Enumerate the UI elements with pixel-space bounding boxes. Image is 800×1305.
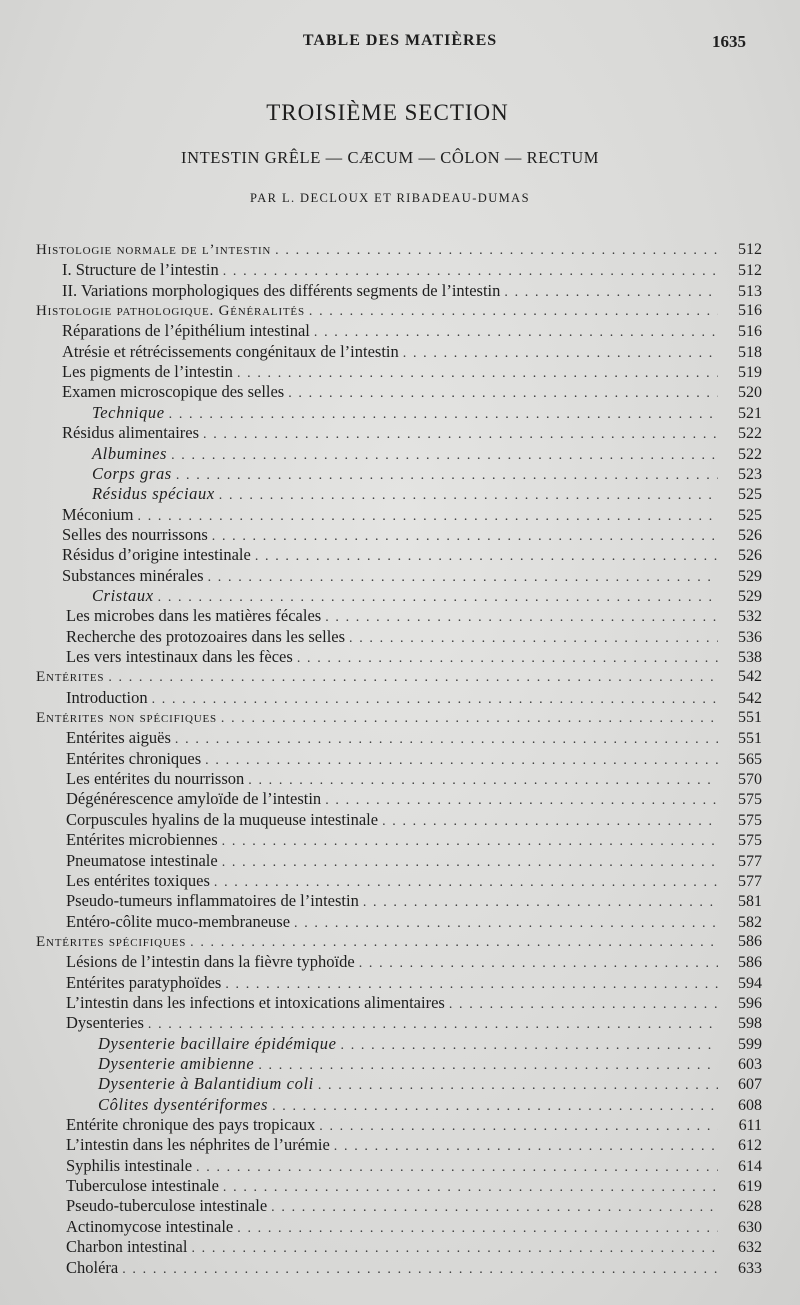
toc-entry: [66, 851, 762, 871]
toc-entry: [62, 342, 762, 362]
toc-entry-label: Les microbes dans les matières fécales: [66, 606, 322, 626]
toc-entry-page: 575: [738, 791, 762, 809]
toc-entry: [62, 505, 762, 525]
toc-entry-page: 633: [738, 1259, 762, 1277]
toc-entry-page: 522: [738, 445, 762, 463]
toc-entry-page: 594: [738, 974, 762, 992]
toc-leader-dots: [272, 1097, 718, 1117]
toc-entry-label: Lésions de l’intestin dans la fièvre typhoïde: [66, 952, 355, 972]
toc-entry-label: Atrésie et rétrécissements congénitaux de l’intestin: [62, 341, 399, 361]
toc-leader-dots: [108, 668, 718, 688]
toc-leader-dots: [169, 405, 718, 425]
toc-entry-page: 526: [738, 547, 762, 565]
toc-entry-label: Entérites chroniques: [66, 748, 202, 768]
toc-leader-dots: [152, 690, 718, 710]
toc-leader-dots: [148, 1015, 718, 1035]
toc-entry-label: Entérites aiguës: [66, 728, 171, 748]
toc-entry: [66, 647, 762, 667]
toc-leader-dots: [221, 709, 718, 729]
toc-entry: [36, 301, 762, 321]
toc-leader-dots: [122, 1260, 718, 1280]
toc-entry: [66, 627, 762, 647]
toc-entry-page: 586: [738, 954, 762, 972]
toc-leader-dots: [334, 1137, 718, 1157]
toc-entry-page: 565: [738, 750, 762, 768]
toc-leader-dots: [190, 933, 718, 953]
toc-leader-dots: [176, 466, 718, 486]
toc-entry-label: Pseudo-tumeurs inflammatoires de l’intestin: [66, 891, 359, 911]
toc-leader-dots: [403, 344, 718, 364]
toc-leader-dots: [255, 547, 718, 567]
toc-leader-dots: [363, 893, 718, 913]
toc-entry-label: Recherche des protozoaires dans les selles: [66, 626, 346, 646]
toc-entry: [66, 1237, 762, 1257]
toc-entry: [66, 1115, 762, 1135]
toc-leader-dots: [208, 568, 718, 588]
toc-entry-label: Albumines: [92, 443, 168, 463]
toc-entry-page: 523: [738, 465, 762, 483]
toc-entry: [62, 362, 762, 382]
toc-entry: [66, 1156, 762, 1176]
toc-entry-page: 512: [738, 262, 762, 280]
toc-leader-dots: [349, 629, 718, 649]
running-header-title: TABLE DES MATIÈRES: [302, 32, 498, 49]
toc-entry-label: Entérites: [36, 669, 105, 686]
toc-entry-page: 599: [738, 1035, 762, 1053]
toc-entry-label: Dysenterie à Balantidium coli: [98, 1074, 314, 1094]
toc-entry-label: Les entérites toxiques: [66, 870, 210, 890]
toc-entry: [92, 444, 762, 464]
toc-leader-dots: [297, 649, 718, 669]
toc-entry-page: 538: [738, 649, 762, 666]
toc-entry: [66, 1135, 762, 1155]
toc-entry-page: 551: [738, 709, 762, 727]
toc-entry: [66, 830, 762, 850]
toc-leader-dots: [288, 384, 718, 404]
section-authors: PAR L. DECLOUX ET RIBADEAU-DUMAS: [250, 191, 530, 205]
toc-entry-label: Côlites dysentériformes: [98, 1094, 269, 1114]
toc-entry-label: Entérites paratyphoïdes: [66, 972, 222, 992]
toc-leader-dots: [222, 832, 718, 852]
toc-entry: [66, 606, 762, 626]
toc-leader-dots: [191, 1239, 718, 1259]
toc-entry-page: 526: [738, 526, 762, 544]
toc-entry: [92, 464, 762, 484]
section-title: TROISIÈME SECTION: [266, 100, 509, 125]
toc-leader-dots: [258, 1056, 718, 1076]
toc-entry: [66, 952, 762, 972]
toc-entry-label: L’intestin dans les infections et intoxications alimentaires: [66, 992, 445, 1012]
toc-entry: [36, 240, 762, 260]
toc-entry: [66, 688, 762, 708]
toc-entry: [66, 1258, 762, 1278]
toc-leader-dots: [237, 1219, 718, 1239]
toc-entry: [92, 484, 762, 504]
toc-entry-page: 522: [738, 425, 762, 443]
toc-entry-label: Résidus alimentaires: [62, 423, 200, 443]
toc-entry-page: 611: [738, 1117, 762, 1135]
toc-entry: [98, 1034, 762, 1054]
toc-entry-page: 577: [738, 852, 762, 870]
toc-leader-dots: [158, 588, 718, 608]
toc-entry-label: Substances minérales: [62, 565, 204, 585]
toc-entry-label: Entéro-côlite muco-membraneuse: [66, 911, 291, 931]
toc-leader-dots: [203, 425, 718, 445]
toc-entry-label: Entérites spécifiques: [36, 933, 187, 950]
toc-entry: [62, 525, 762, 545]
toc-entry: [66, 993, 762, 1013]
toc-entry-page: 603: [738, 1056, 762, 1073]
toc-entry-page: 525: [738, 486, 762, 504]
toc-entry-page: 607: [738, 1076, 762, 1094]
toc-entry: [36, 708, 762, 728]
toc-entry: [98, 1095, 762, 1115]
toc-entry-page: 551: [738, 730, 762, 748]
toc-entry-label: Cristaux: [92, 585, 154, 605]
toc-entry-page: 518: [738, 343, 762, 361]
toc-entry-label: Actinomycose intestinale: [66, 1216, 234, 1236]
toc-entry-label: Dysenteries: [66, 1013, 144, 1033]
toc-entry-label: Histologie pathologique. Généralités: [36, 303, 305, 320]
toc-leader-dots: [219, 486, 718, 506]
toc-entry-label: Syphilis intestinale: [66, 1155, 193, 1175]
toc-entry-label: Introduction: [66, 687, 148, 707]
toc-entry-page: 582: [738, 913, 762, 931]
toc-entry-label: L’intestin dans les néphrites de l’urémie: [66, 1135, 330, 1155]
toc-entry-page: 529: [738, 567, 762, 585]
toc-entry-label: Selles des nourrissons: [62, 524, 208, 544]
toc-leader-dots: [225, 975, 718, 995]
toc-entry-page: 630: [738, 1218, 762, 1236]
toc-entry-label: Technique: [92, 402, 165, 422]
toc-entry-page: 536: [738, 628, 762, 646]
toc-entry: [62, 545, 762, 565]
toc-leader-dots: [196, 1158, 718, 1178]
toc-entry-page: 570: [738, 771, 762, 789]
toc-entry-label: Les entérites du nourrisson: [66, 769, 245, 789]
toc-entry: [66, 1196, 762, 1216]
toc-entry-label: Les vers intestinaux dans les fèces: [66, 647, 293, 666]
toc-entry-page: 614: [738, 1157, 762, 1175]
toc-leader-dots: [275, 241, 718, 261]
toc-entry-page: 598: [738, 1015, 762, 1033]
toc-leader-dots: [341, 1036, 718, 1056]
toc-entry-label: Méconium: [62, 504, 134, 524]
toc-entry-page: 577: [738, 872, 762, 890]
toc-entry-label: I. Structure de l’intestin: [62, 260, 219, 280]
toc-entry: [36, 932, 762, 952]
toc-entry-page: 628: [738, 1198, 762, 1216]
toc-entry: [66, 891, 762, 911]
toc-entry-page: 516: [738, 323, 762, 341]
toc-entry: [66, 728, 762, 748]
toc-leader-dots: [309, 302, 718, 322]
toc-leader-dots: [314, 323, 718, 343]
toc-entry-page: 586: [738, 932, 762, 950]
toc-entry: [66, 769, 762, 789]
toc-entry-page: 520: [738, 384, 762, 402]
toc-entry: [36, 667, 762, 687]
toc-entry-page: 529: [738, 587, 762, 605]
toc-leader-dots: [382, 812, 718, 832]
toc-leader-dots: [318, 1076, 718, 1096]
toc-leader-dots: [248, 771, 718, 791]
toc-entry-label: Résidus spéciaux: [92, 484, 215, 504]
toc-entry: [66, 1176, 762, 1196]
toc-leader-dots: [214, 873, 718, 893]
toc-entry-label: II. Variations morphologiques des différents segments de l’intestin: [62, 280, 501, 300]
toc-entry: [92, 403, 762, 423]
toc-entry-page: 521: [738, 404, 762, 422]
toc-leader-dots: [325, 791, 718, 811]
toc-entry: [66, 973, 762, 993]
toc-leader-dots: [138, 507, 719, 527]
toc-entry-page: 596: [738, 994, 762, 1012]
toc-entry-label: Corpuscules hyalins de la muqueuse intestinale: [66, 809, 379, 829]
toc-entry-label: Entérites non spécifiques: [36, 710, 217, 727]
toc-entry: [66, 810, 762, 830]
toc-entry-page: 512: [738, 241, 762, 258]
toc-entry-label: Pneumatose intestinale: [66, 850, 218, 870]
toc-entry-page: 513: [738, 282, 762, 300]
toc-entry-page: 632: [738, 1239, 762, 1257]
toc-entry: [66, 912, 762, 932]
toc-entry: [92, 586, 762, 606]
toc-entry-page: 516: [738, 302, 762, 320]
toc-entry-label: Tuberculose intestinale: [66, 1176, 219, 1196]
toc-entry-label: Dysenterie amibienne: [98, 1054, 255, 1073]
toc-entry-label: Choléra: [66, 1257, 119, 1277]
toc-entry-page: 575: [738, 811, 762, 829]
toc-leader-dots: [222, 853, 718, 873]
toc-leader-dots: [237, 364, 718, 384]
toc-entry-label: Dysenterie bacillaire épidémique: [98, 1033, 337, 1053]
toc-leader-dots: [212, 527, 718, 547]
toc-entry-page: 581: [738, 893, 762, 911]
toc-leader-dots: [271, 1198, 718, 1218]
toc-entry-page: 608: [738, 1096, 762, 1114]
toc-entry-label: Charbon intestinal: [66, 1237, 188, 1257]
toc-entry-label: Dégénérescence amyloïde de l’intestin: [66, 789, 322, 809]
toc-entry: [62, 321, 762, 341]
toc-entry-label: Réparations de l’épithélium intestinal: [62, 321, 310, 341]
toc-leader-dots: [504, 283, 718, 303]
toc-entry: [62, 566, 762, 586]
toc-leader-dots: [449, 995, 718, 1015]
toc-entry: [66, 871, 762, 891]
toc-entry: [62, 260, 762, 280]
toc-entry-label: Les pigments de l’intestin: [62, 362, 233, 382]
toc-entry: [66, 1013, 762, 1033]
toc-entry-label: Entérites microbiennes: [66, 830, 218, 850]
toc-entry: [98, 1074, 762, 1094]
toc-leader-dots: [319, 1117, 718, 1137]
toc-entry: [66, 789, 762, 809]
toc-entry-page: 619: [738, 1178, 762, 1196]
toc-entry-label: Corps gras: [92, 463, 172, 483]
toc-entry-page: 542: [738, 668, 762, 686]
toc-entry: [98, 1054, 762, 1074]
toc-entry-label: Entérite chronique des pays tropicaux: [66, 1115, 316, 1135]
toc-leader-dots: [325, 608, 718, 628]
toc-leader-dots: [294, 914, 718, 934]
toc-entry: [62, 281, 762, 301]
toc-entry-label: Examen microscopique des selles: [62, 382, 285, 402]
toc-leader-dots: [223, 262, 718, 282]
toc-entry: [66, 749, 762, 769]
toc-leader-dots: [205, 751, 718, 771]
toc-entry: [62, 423, 762, 443]
running-header-page-number: 1635: [712, 32, 746, 51]
section-subtitle: INTESTIN GRÊLE — CÆCUM — CÔLON — RECTUM: [180, 148, 600, 167]
toc-entry: [62, 382, 762, 402]
toc-entry-page: 612: [738, 1137, 762, 1155]
toc-entry-label: Résidus d’origine intestinale: [62, 545, 251, 565]
toc-leader-dots: [171, 446, 718, 466]
toc-entry-label: Histologie normale de l’intestin: [36, 242, 272, 258]
toc-entry-page: 542: [738, 689, 762, 707]
toc-entry-page: 575: [738, 832, 762, 850]
toc-entry-label: Pseudo-tuberculose intestinale: [66, 1196, 268, 1216]
toc-leader-dots: [175, 730, 718, 750]
toc-entry-page: 532: [738, 608, 762, 626]
toc-leader-dots: [223, 1178, 718, 1198]
toc-entry-page: 525: [738, 506, 762, 524]
toc-entry-page: 519: [738, 364, 762, 382]
toc-entry: [66, 1217, 762, 1237]
toc-leader-dots: [359, 954, 718, 974]
